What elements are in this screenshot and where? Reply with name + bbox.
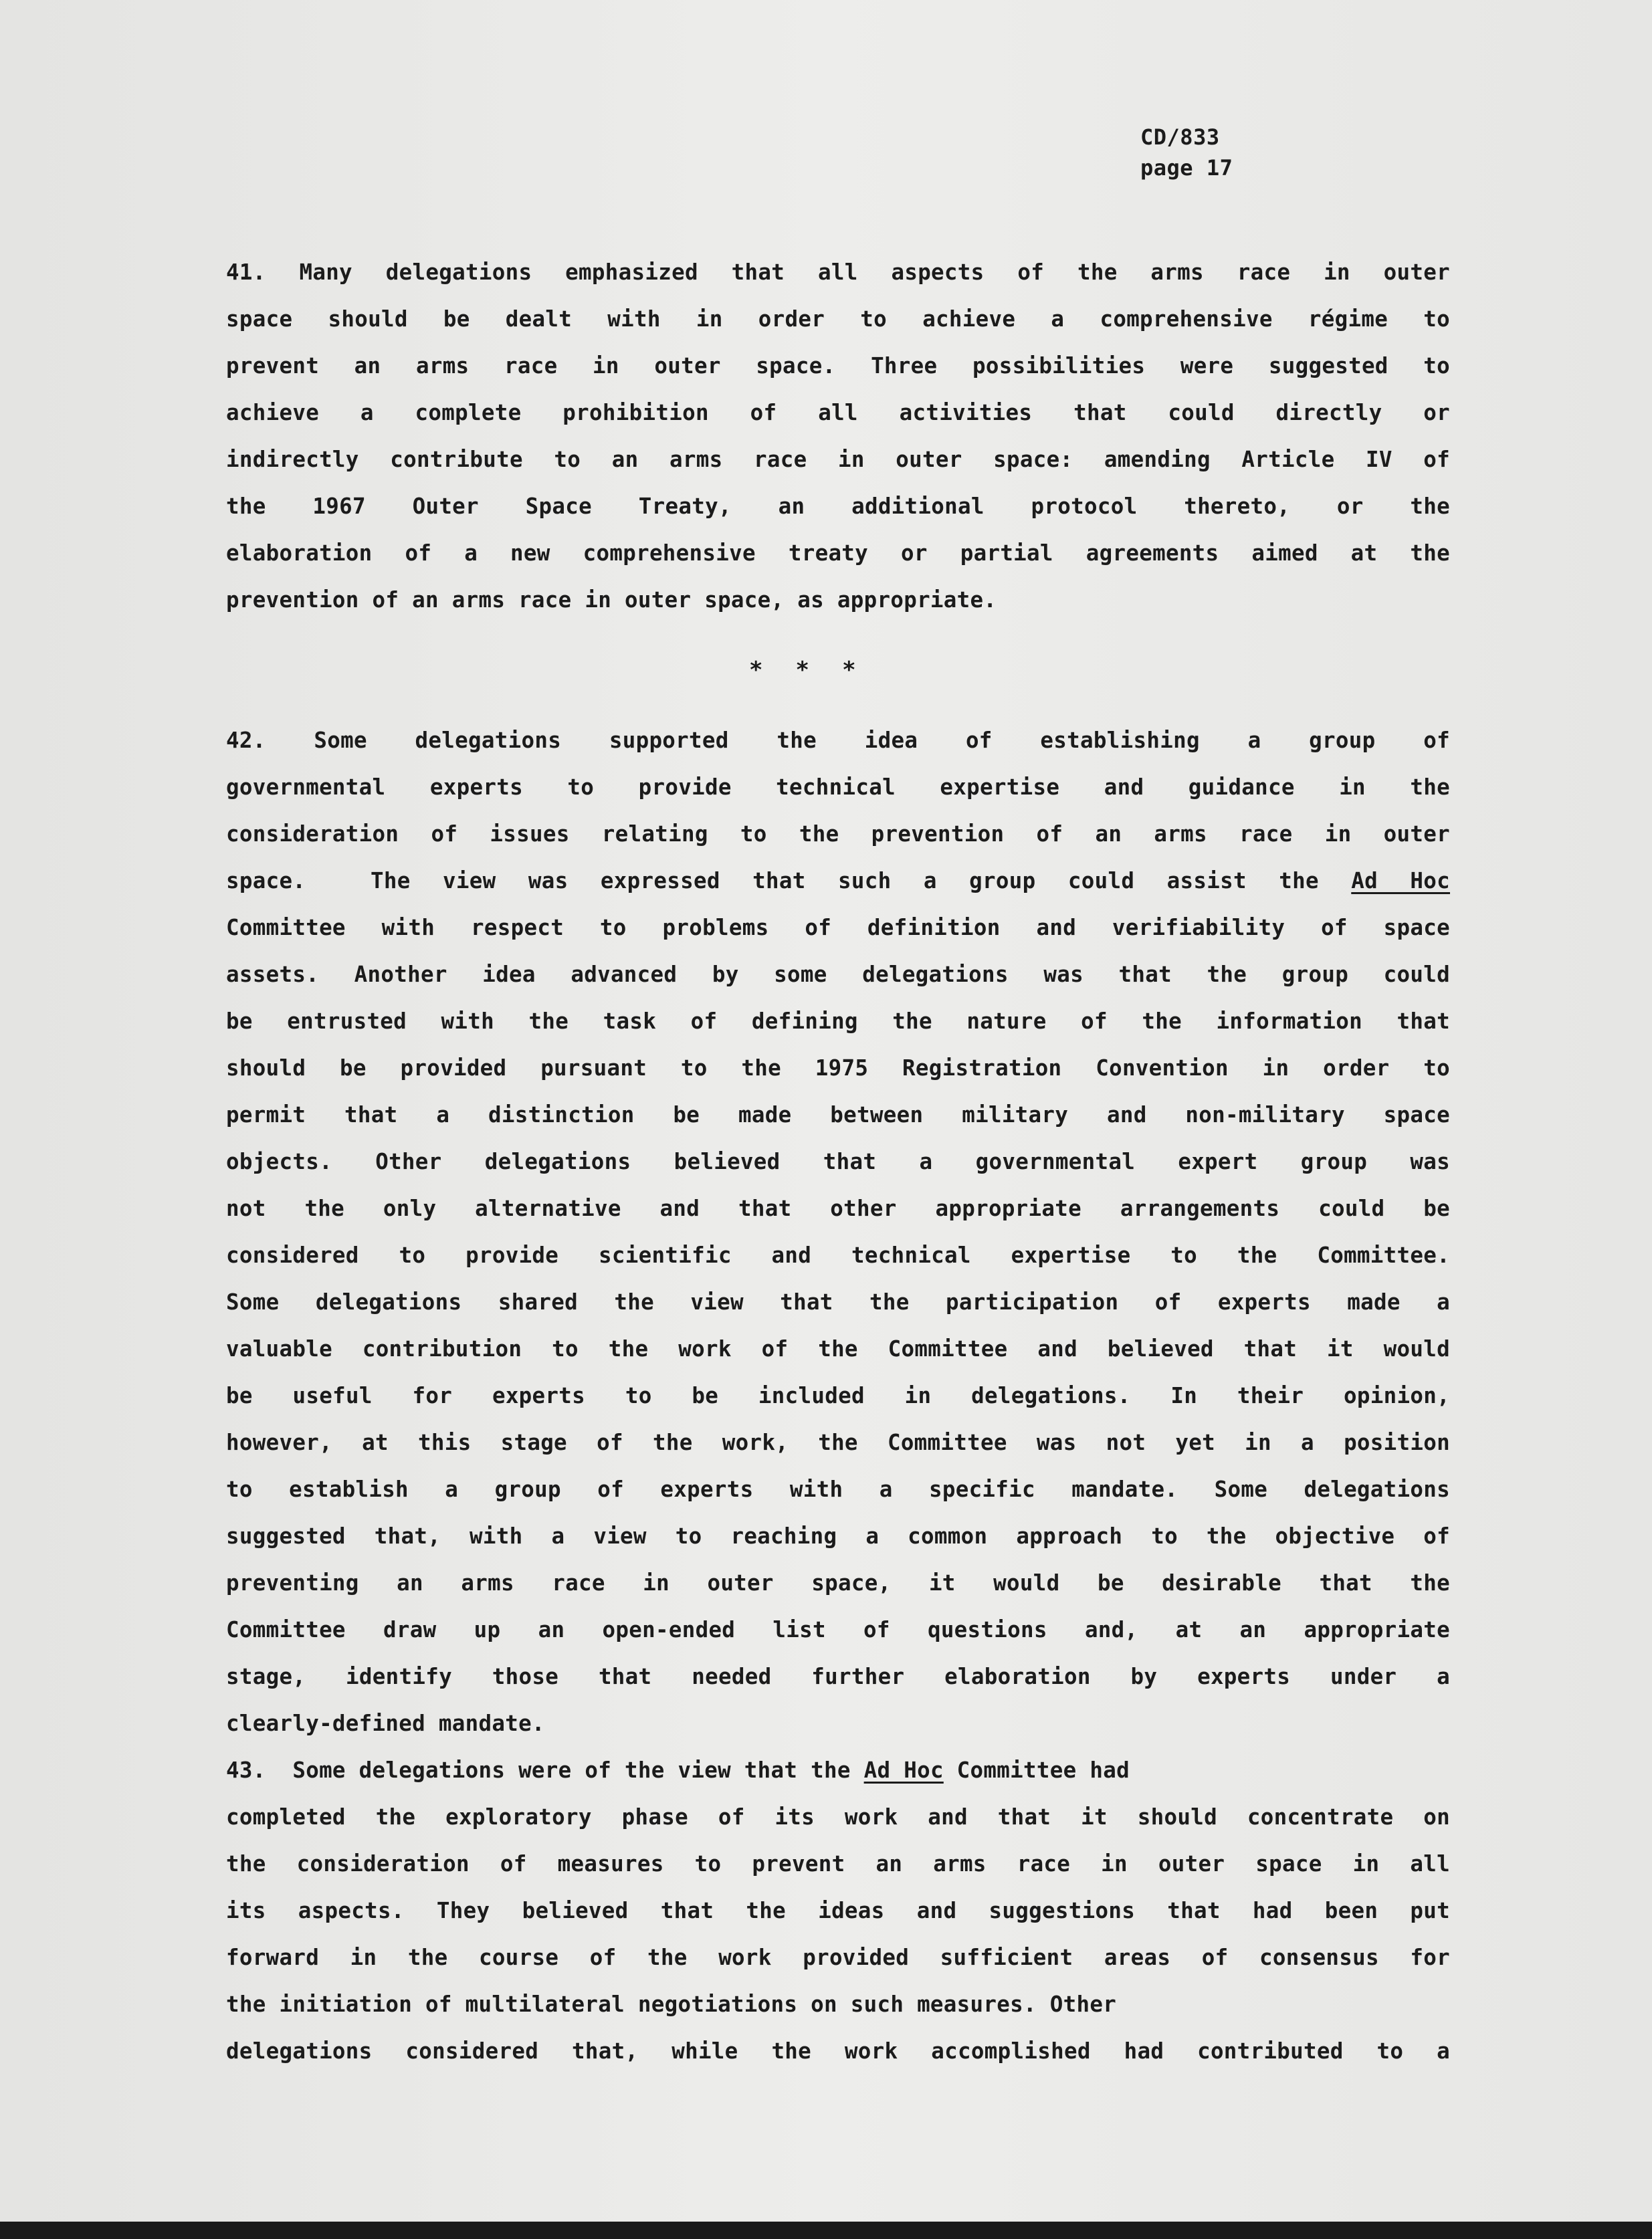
text-line: prevent an arms race in outer space. Three possibilities were suggested to	[226, 353, 1450, 379]
text-line: its aspects. They believed that the ideas and suggestions that had been put	[226, 1898, 1450, 1923]
text-line: 41. Many delegations emphasized that all aspects of the arms race in outer	[226, 259, 1450, 285]
text-line: 42. Some delegations supported the idea of establishing a group of	[226, 728, 1450, 753]
text-line: to establish a group of experts with a specific mandate. Some delegations	[226, 1477, 1450, 1502]
text-line: preventing an arms race in outer space, it would be desirable that the	[226, 1570, 1450, 1596]
text-line: space should be dealt with in order to achieve a comprehensive régime to	[226, 306, 1450, 332]
text-line: Committee with respect to problems of definition and verifiability of space	[226, 915, 1450, 940]
text-line: be entrusted with the task of defining the nature of the information that	[226, 1008, 1450, 1034]
text-line: suggested that, with a view to reaching a common approach to the objective of	[226, 1523, 1450, 1549]
text-line: forward in the course of the work provided sufficient areas of consensus for	[226, 1945, 1450, 1970]
text-line: the initiation of multilateral negotiations on such measures. Other	[226, 1992, 1117, 2017]
text-line: should be provided pursuant to the 1975 Registration Convention in order to	[226, 1055, 1450, 1081]
document-header	[1140, 122, 1233, 183]
text-line	[226, 857, 1450, 904]
paragraph-41	[226, 249, 1450, 623]
text-line: consideration of issues relating to the prevention of an arms race in outer	[226, 821, 1450, 847]
text-segment: Committee had	[943, 1757, 1130, 1783]
text-line: achieve a complete prohibition of all activities that could directly or	[226, 400, 1450, 425]
text-line: objects. Other delegations believed that a governmental expert group was	[226, 1149, 1450, 1174]
ad-hoc-term: Ad Hoc	[863, 1757, 944, 1783]
text-segment: 43. Some delegations were of the view that the	[226, 1757, 864, 1783]
document-symbol: CD/833	[1140, 124, 1220, 150]
text-line: assets. Another idea advanced by some delegations was that the group could	[226, 962, 1450, 987]
text-line: the consideration of measures to prevent an arms race in outer space in all	[226, 1851, 1450, 1877]
paragraph-43	[226, 1747, 1450, 2074]
paragraph-42	[226, 717, 1450, 1747]
text-line: stage, identify those that needed further elaboration by experts under a	[226, 1664, 1450, 1689]
text-line: permit that a distinction be made between military and non-military space	[226, 1102, 1450, 1128]
text-line: considered to provide scientific and technical expertise to the Committee.	[226, 1243, 1450, 1268]
ad-hoc-term: Ad Hoc	[1351, 868, 1450, 893]
document-body	[226, 249, 1450, 2074]
text-line: however, at this stage of the work, the Committee was not yet in a position	[226, 1430, 1450, 1455]
text-line: completed the exploratory phase of its work and that it should concentrate on	[226, 1804, 1450, 1830]
text-line: valuable contribution to the work of the Committee and believed that it would	[226, 1336, 1450, 1362]
text-line	[226, 1747, 1450, 1794]
text-line: not the only alternative and that other appropriate arrangements could be	[226, 1196, 1450, 1221]
text-line: clearly-defined mandate.	[226, 1711, 545, 1736]
text-line: elaboration of a new comprehensive treaty or partial agreements aimed at the	[226, 540, 1450, 566]
text-line: prevention of an arms race in outer space, as appropriate.	[226, 587, 997, 613]
text-line: the 1967 Outer Space Treaty, an additional protocol thereto, or the	[226, 494, 1450, 519]
section-separator: * * *	[749, 657, 856, 683]
text-segment: space. The view was expressed that such a group could assist the	[226, 868, 1352, 893]
text-line: be useful for experts to be included in delegations. In their opinion,	[226, 1383, 1450, 1408]
text-line: governmental experts to provide technical expertise and guidance in the	[226, 774, 1450, 800]
text-line: indirectly contribute to an arms race in outer space: amending Article IV of	[226, 447, 1450, 472]
text-line: delegations considered that, while the work accomplished had contributed to a	[226, 2038, 1450, 2064]
scan-bottom-edge	[0, 2222, 1652, 2239]
text-line: Committee draw up an open-ended list of questions and, at an appropriate	[226, 1617, 1450, 1642]
text-line: Some delegations shared the view that the participation of experts made a	[226, 1289, 1450, 1315]
page-number: page 17	[1140, 155, 1233, 181]
